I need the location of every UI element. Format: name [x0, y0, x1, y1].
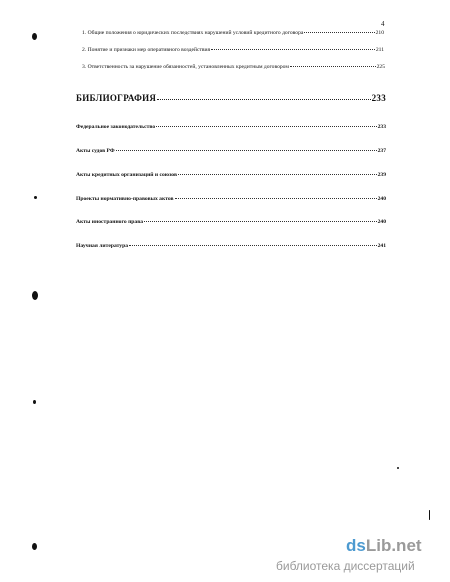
toc-item-title: 3. Ответственность за нарушение обязанностей, установленных кредитным договором	[82, 64, 289, 70]
toc-section-page: 237	[377, 148, 386, 154]
dot-leader	[156, 126, 376, 127]
page-number: 4	[381, 20, 385, 28]
bibliography-heading[interactable]	[76, 93, 386, 104]
toc-section[interactable]	[76, 124, 386, 131]
dot-leader	[178, 174, 377, 175]
dot-leader	[290, 66, 376, 67]
dot-leader	[175, 198, 377, 199]
toc-section[interactable]	[76, 219, 386, 226]
bibliography-title: БИБЛИОГРАФИЯ	[76, 93, 157, 103]
toc-section-title: Федеральное законодательство	[76, 124, 156, 130]
toc-section[interactable]	[76, 243, 386, 250]
toc-section-page: 239	[377, 172, 386, 178]
dot-leader	[211, 49, 375, 50]
toc-section-title: Акты кредитных организаций и союзов	[76, 172, 177, 178]
dot-leader	[116, 150, 377, 151]
toc-item-page: 210	[375, 30, 384, 36]
dot-leader	[157, 99, 370, 100]
toc-section[interactable]	[76, 148, 386, 155]
scan-blot	[33, 400, 36, 404]
toc-item-page: 225	[376, 64, 385, 70]
toc-item-page: 211	[375, 47, 384, 53]
scan-blot	[429, 510, 430, 520]
scan-blot	[397, 467, 399, 469]
brand-logo-prefix: ds	[346, 536, 366, 555]
watermark-brand	[276, 534, 446, 578]
dot-leader	[144, 221, 377, 222]
brand-logo	[346, 536, 422, 556]
brand-logo-suffix: Lib.net	[365, 536, 422, 555]
toc-item[interactable]	[82, 47, 384, 54]
toc-section-page: 241	[377, 243, 386, 249]
toc-item-title: 2. Понятие и признаки мер оперативного воздействия	[82, 47, 211, 53]
toc-section[interactable]	[76, 196, 386, 203]
toc-item[interactable]	[82, 64, 385, 71]
toc-section-title: Проекты нормативно-правовых актов	[76, 196, 174, 202]
toc-item[interactable]	[82, 30, 384, 37]
scan-blot	[32, 543, 37, 550]
toc-section-page: 233	[377, 124, 386, 130]
toc-item-title: 1. Общие положения о юридических последствиях нарушений условий кредитного договора	[82, 30, 304, 36]
toc-section-page: 240	[377, 219, 386, 225]
toc-section-title: Акты судов РФ	[76, 148, 115, 154]
dot-leader	[304, 32, 374, 33]
toc-section-title: Научная литература	[76, 243, 128, 249]
toc-section-title: Акты иностранного права	[76, 219, 144, 225]
scan-blot	[32, 291, 38, 300]
toc-section-page: 240	[377, 196, 386, 202]
toc-section[interactable]	[76, 172, 386, 179]
scan-blot	[32, 33, 37, 40]
brand-caption: библиотека диссертаций	[276, 559, 415, 573]
scan-blot	[34, 196, 37, 199]
bibliography-page: 233	[371, 93, 386, 103]
dot-leader	[129, 245, 377, 246]
